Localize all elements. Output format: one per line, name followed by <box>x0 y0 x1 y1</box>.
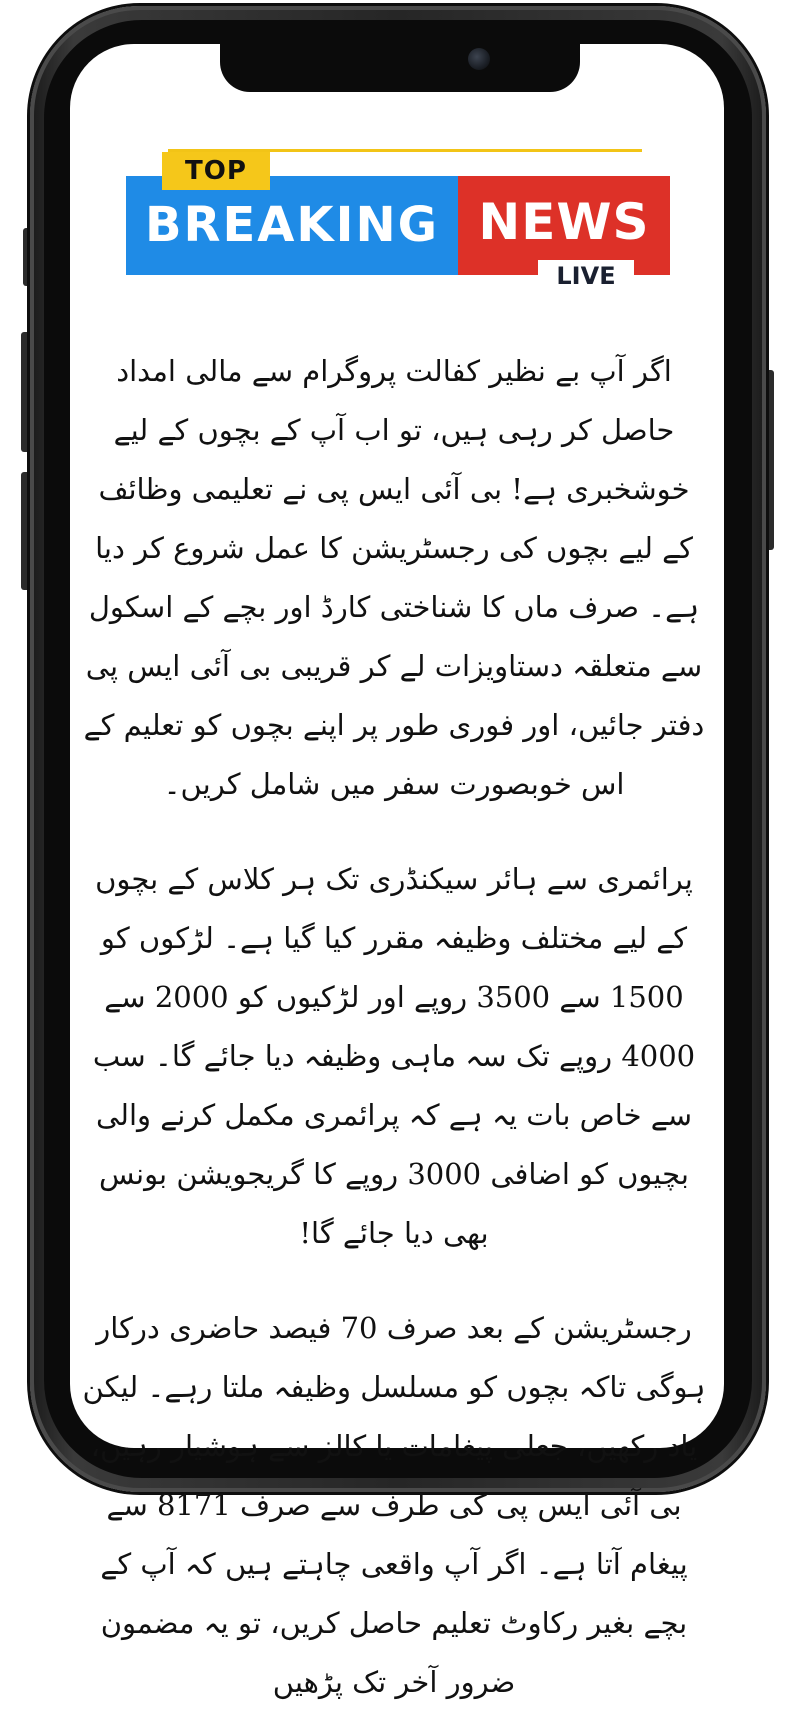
breaking-label: BREAKING <box>126 176 458 275</box>
news-label: NEWS <box>458 176 670 275</box>
article-paragraph-2: پرائمری سے ہائر سیکنڈری تک ہر کلاس کے بچوں کے لیے مختلف وظیفہ مقرر کیا گیا ہے۔ لڑکوں کو 1500 سے 3500 روپے اور لڑکیوں کو 2000 سے 4000 روپے تک سہ ماہی وظیفہ دیا جائے گا۔ سب سے خاص بات یہ ہے کہ پرائمری مکمل کرنے والی بچیوں کو اضافی 3000 روپے کا گریجویشن بونس بھی دیا جائے گا! <box>92 862 696 1250</box>
notch <box>220 44 580 92</box>
live-badge: LIVE <box>538 260 634 292</box>
breaking-news-banner <box>126 148 670 293</box>
article-body <box>76 342 712 1712</box>
top-badge: TOP <box>162 152 270 190</box>
article-paragraph-1: اگر آپ بے نظیر کفالت پروگرام سے مالی امداد حاصل کر رہی ہیں، تو اب آپ کے بچوں کے لیے خوشخبری ہے! بی آئی ایس پی نے تعلیمی وظائف کے لیے بچوں کی رجسٹریشن کا عمل شروع کر دیا ہے۔ صرف ماں کا شناختی کارڈ اور بچے کے اسکول سے متعلقہ دستاویزات لے کر قریبی بی آئی ایس پی دفتر جائیں، اور فوری طور پر اپنے بچوں کو تعلیم کے اس خوبصورت سفر میں شامل کریں۔ <box>83 354 705 801</box>
camera-icon <box>468 48 490 70</box>
article-paragraph-3: رجسٹریشن کے بعد صرف 70 فیصد حاضری درکار ہوگی تاکہ بچوں کو مسلسل وظیفہ ملتا رہے۔ لیکن یاد رکھیں، جعلی پیغامات یا کالز سے ہوشیار رہیں، بی آئی ایس پی کی طرف سے صرف 8171 سے پیغام آتا ہے۔ اگر آپ واقعی چاہتے ہیں کہ آپ کے بچے بغیر رکاوٹ تعلیم حاصل کریں، تو یہ مضمون ضرور آخر تک پڑھیں <box>82 1311 706 1699</box>
